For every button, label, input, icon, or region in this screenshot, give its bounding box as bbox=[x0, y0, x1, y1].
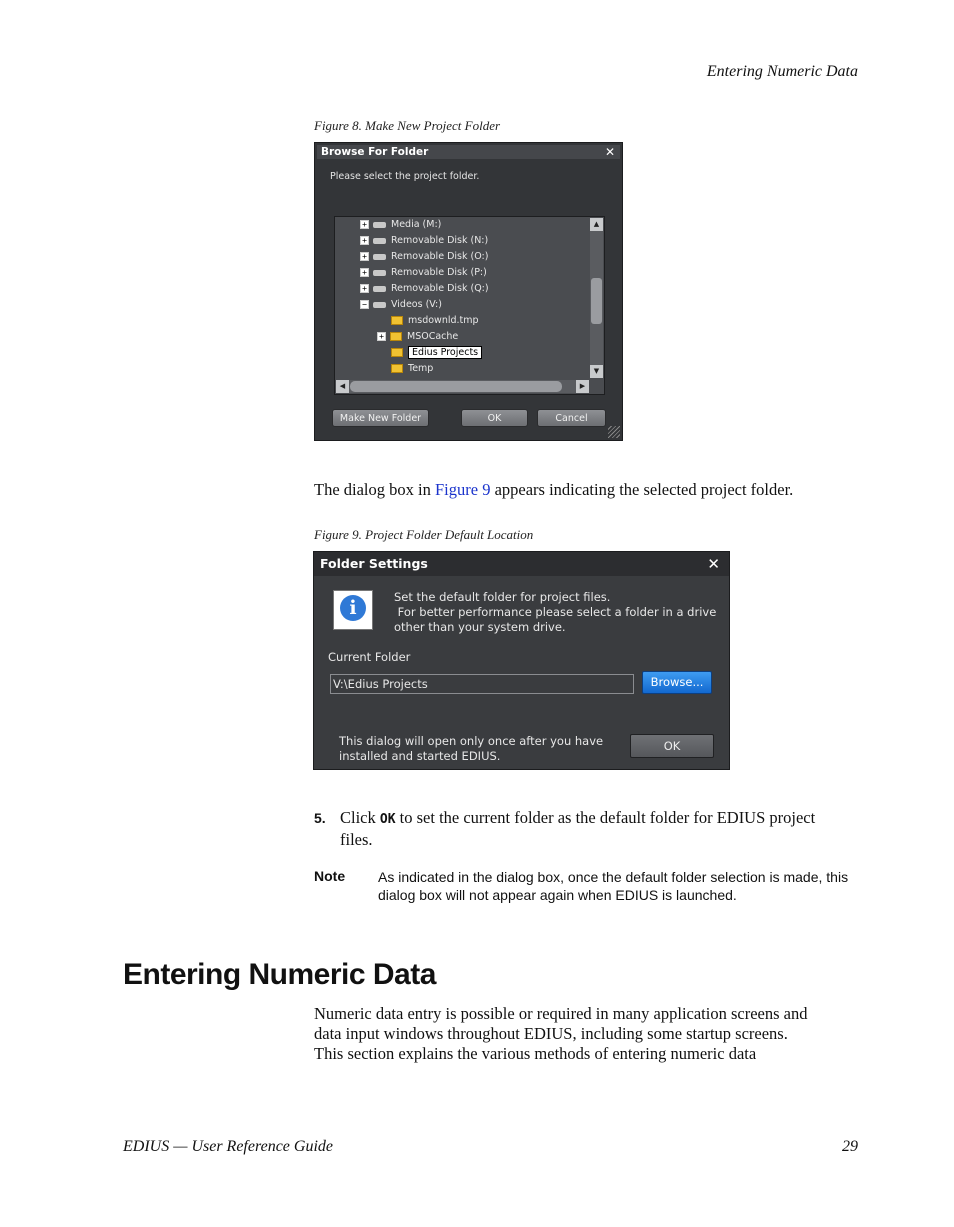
tree-item-removable-n[interactable] bbox=[360, 234, 488, 248]
step-line-1: Click OK to set the current folder as the default folder for EDIUS project bbox=[340, 808, 816, 827]
message-line: Set the default folder for project files. bbox=[394, 590, 611, 604]
folder-tree[interactable] bbox=[334, 216, 605, 395]
message-line: other than your system drive. bbox=[394, 620, 566, 634]
tree-item-edius-projects[interactable] bbox=[391, 346, 482, 360]
tree-item-removable-o[interactable] bbox=[360, 250, 488, 264]
browse-for-folder-dialog bbox=[314, 142, 623, 441]
tree-item-label-editing[interactable]: Edius Projects bbox=[408, 346, 482, 359]
step-5-text bbox=[340, 808, 870, 850]
tree-item-msdownld[interactable] bbox=[391, 314, 479, 328]
para-text-after: appears indicating the selected project folder. bbox=[490, 480, 794, 499]
section-line-2: data input windows throughout EDIUS, including some startup screens. bbox=[314, 1024, 788, 1043]
make-new-folder-button[interactable]: Make New Folder bbox=[332, 409, 429, 427]
scroll-left-icon[interactable]: ◀ bbox=[336, 380, 349, 393]
page-number: 29 bbox=[842, 1138, 858, 1155]
ok-button[interactable]: OK bbox=[630, 734, 714, 758]
note-text bbox=[378, 868, 848, 904]
tree-item-label: MSOCache bbox=[407, 331, 459, 342]
footer-message-line: This dialog will open only once after you have bbox=[339, 734, 604, 748]
note-line-1: As indicated in the dialog box, once the default folder selection is made, this bbox=[378, 869, 849, 885]
tree-item-label: Videos (V:) bbox=[391, 299, 442, 310]
scroll-down-icon[interactable]: ▼ bbox=[590, 365, 603, 378]
message-line: For better performance please select a folder in a drive bbox=[394, 605, 717, 619]
drive-icon bbox=[373, 302, 386, 308]
footer-title: EDIUS — User Reference Guide bbox=[123, 1138, 334, 1155]
footer-message-line: installed and started EDIUS. bbox=[339, 749, 501, 763]
step-line-2: files. bbox=[340, 830, 373, 849]
ok-button[interactable]: OK bbox=[461, 409, 528, 427]
tree-item-removable-p[interactable] bbox=[360, 266, 487, 280]
tree-item-msocache[interactable] bbox=[377, 330, 458, 344]
resize-grip-icon[interactable] bbox=[608, 426, 620, 438]
collapse-icon[interactable]: − bbox=[360, 300, 369, 309]
tree-item-media[interactable] bbox=[360, 218, 441, 232]
folder-icon bbox=[391, 316, 403, 325]
drive-icon bbox=[373, 254, 386, 260]
tree-item-label: msdownld.tmp bbox=[408, 315, 479, 326]
tree-item-temp[interactable] bbox=[391, 362, 433, 376]
expand-icon[interactable]: + bbox=[360, 236, 369, 245]
step-number: 5. bbox=[314, 810, 326, 826]
dialog-title: Folder Settings bbox=[320, 556, 428, 571]
close-icon[interactable]: ✕ bbox=[604, 145, 615, 159]
expand-icon[interactable]: + bbox=[360, 220, 369, 229]
section-paragraph bbox=[314, 1004, 807, 1064]
drive-icon bbox=[373, 238, 386, 244]
figure-8-caption: Figure 8. Make New Project Folder bbox=[314, 118, 501, 133]
drive-icon bbox=[373, 286, 386, 292]
tree-item-label: Removable Disk (N:) bbox=[391, 235, 489, 246]
info-icon: i bbox=[333, 590, 373, 630]
expand-icon[interactable]: + bbox=[377, 332, 386, 341]
dialog-titlebar bbox=[317, 145, 620, 159]
browse-button[interactable]: Browse... bbox=[642, 671, 712, 694]
scroll-thumb[interactable] bbox=[350, 381, 562, 392]
tree-item-label: Removable Disk (P:) bbox=[391, 267, 487, 278]
current-folder-field[interactable]: V:\Edius Projects bbox=[330, 674, 634, 694]
folder-icon bbox=[391, 364, 403, 373]
dialog-titlebar bbox=[314, 552, 729, 576]
section-line-3: This section explains the various methods of entering numeric data bbox=[314, 1044, 757, 1063]
tree-item-videos[interactable] bbox=[360, 298, 442, 312]
scroll-thumb[interactable] bbox=[591, 278, 602, 324]
tree-item-label: Removable Disk (Q:) bbox=[391, 283, 489, 294]
figure-9-caption: Figure 9. Project Folder Default Location bbox=[314, 527, 534, 542]
expand-icon[interactable]: + bbox=[360, 284, 369, 293]
running-head: Entering Numeric Data bbox=[706, 63, 858, 80]
horizontal-scrollbar[interactable] bbox=[336, 380, 589, 393]
drive-icon bbox=[373, 270, 386, 276]
expand-icon[interactable]: + bbox=[360, 252, 369, 261]
dialog-title: Browse For Folder bbox=[321, 146, 429, 158]
tree-item-removable-q[interactable] bbox=[360, 282, 489, 296]
scroll-up-icon[interactable]: ▲ bbox=[590, 218, 603, 231]
drive-icon bbox=[373, 222, 386, 228]
ok-keyword: OK bbox=[379, 812, 396, 827]
vertical-scrollbar[interactable] bbox=[590, 218, 603, 378]
current-folder-label: Current Folder bbox=[328, 650, 411, 664]
close-icon[interactable]: ✕ bbox=[707, 555, 720, 573]
tree-item-label: Temp bbox=[408, 363, 434, 374]
expand-icon[interactable]: + bbox=[360, 268, 369, 277]
para-text-before: The dialog box in bbox=[314, 480, 435, 499]
note-label: Note bbox=[314, 868, 346, 884]
figure-9-link[interactable]: Figure 9 bbox=[434, 480, 491, 499]
scroll-right-icon[interactable]: ▶ bbox=[576, 380, 589, 393]
folder-settings-dialog bbox=[313, 551, 730, 770]
cancel-button[interactable]: Cancel bbox=[537, 409, 606, 427]
tree-item-label: Removable Disk (O:) bbox=[391, 251, 489, 262]
paragraph-figure-ref bbox=[314, 480, 793, 500]
section-heading: Entering Numeric Data bbox=[123, 958, 436, 991]
note-line-2: dialog box will not appear again when EDIUS is launched. bbox=[378, 887, 737, 903]
dialog-prompt: Please select the project folder. bbox=[330, 171, 480, 182]
section-line-1: Numeric data entry is possible or required in many application screens and bbox=[314, 1004, 808, 1023]
folder-icon bbox=[391, 348, 403, 357]
tree-item-label: Media (M:) bbox=[391, 219, 442, 230]
folder-icon bbox=[390, 332, 402, 341]
